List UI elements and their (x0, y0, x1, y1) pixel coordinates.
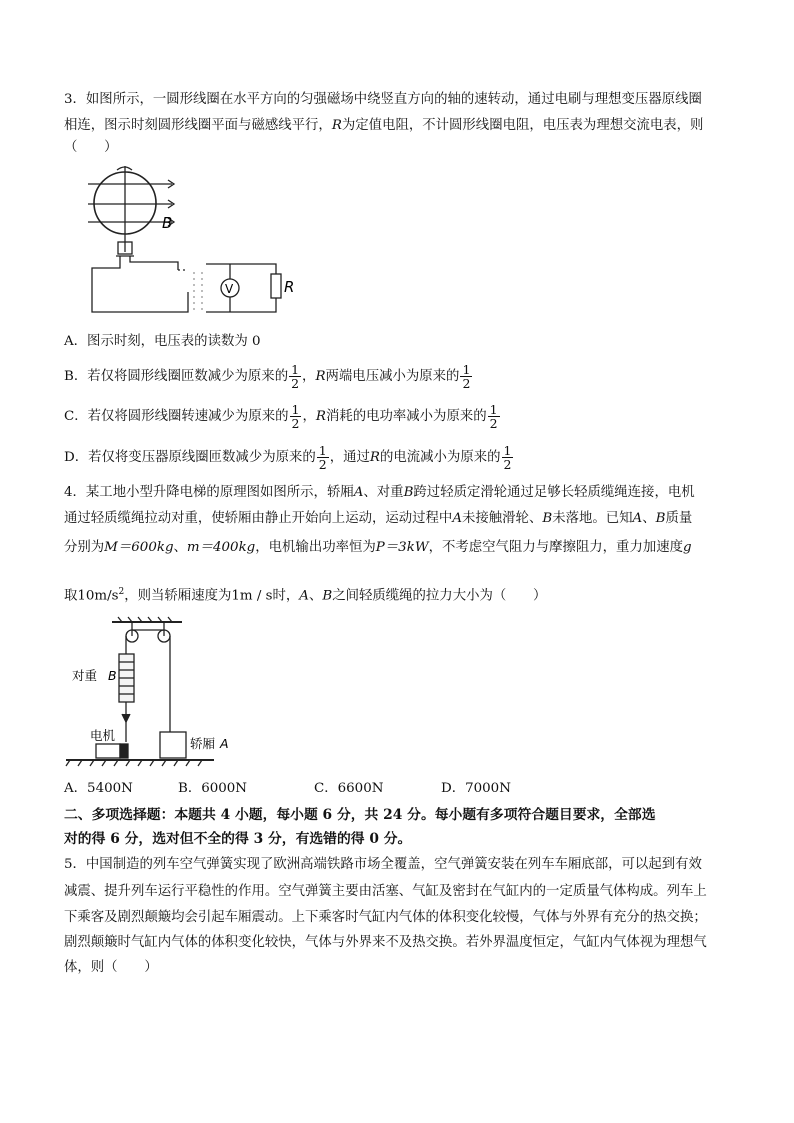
q3-option-d: D．若仅将变压器原线圈匝数减少为原来的 $\frac{1}{2}$ ，通过R的电流减小为原来的 $\frac{1}{2}$ (64, 443, 512, 472)
q4-option-a: A．5400N (64, 781, 133, 796)
q3-fig-label-b: B (162, 214, 173, 232)
q4-stem-line-3: 分别为M＝600kg、m＝400kg，电机输出功率恒为P＝3kW，不考虑空气阻力与摩擦阻力，重力加速度g (64, 540, 692, 555)
q4-stem-line-1: 4．某工地小型升降电梯的原理图如图所示，轿厢A、对重B跨过轻质定滑轮通过足够长轻质缆绳连接，电机 (64, 485, 695, 500)
q4-stem-line-4: 取$10m/s^2$，则当轿厢速度为1m / s时，A、B之间轻质缆绳的拉力大小为（ ） (64, 587, 547, 604)
q5-stem-line-2: 减震、提升列车运行平稳性的作用。空气弹簧主要由活塞、气缸及密封在气缸内的一定质量气体构成。列车上 (64, 884, 707, 899)
q4-option-d: D．7000N (441, 781, 511, 796)
q4-fig-label-motor: 电机 (90, 728, 116, 743)
fraction-half: $\frac{1}{2}$ (318, 443, 327, 472)
q4-elevator-figure (64, 614, 244, 774)
q4-fig-label-b: B (108, 668, 117, 683)
fraction-half: $\frac{1}{2}$ (503, 443, 512, 472)
q3-option-c: C．若仅将圆形线圈转速减少为原来的 $\frac{1}{2}$ ，R消耗的电功率减小为原来的 $\frac{1}{2}$ (64, 402, 498, 431)
q5-stem-line-4: 剧烈颠簸时气缸内气体的体积变化较快，气体与外界来不及热交换。若外界温度恒定，气缸内气体视为理想气 (64, 935, 707, 950)
section-2-heading-line-1: 二、多项选择题：本题共 4 小题，每小题 6 分，共 24 分。每小题有多项符合题目要求，全部选 (64, 807, 656, 823)
q5-stem-line-5: 体，则（ ） (64, 960, 158, 975)
q4-fig-label-a: A (220, 736, 229, 751)
q3-fig-label-voltmeter: V (225, 282, 234, 296)
q3-stem-line-1: 3．如图所示，一圆形线圈在水平方向的匀强磁场中绕竖直方向的轴的速转动，通过电刷与理想变压器原线圈 (64, 92, 702, 107)
fraction-half: $\frac{1}{2}$ (291, 362, 300, 391)
q4-option-c: C．6600N (314, 781, 384, 796)
q3-stem-line-3: （ ） (64, 140, 118, 155)
q4-options (64, 779, 511, 799)
q3-stem-line-2: 相连，图示时刻圆形线圈平面与磁感线平行，R为定值电阻，不计圆形线圈电阻，电压表为理想交流电表，则 (64, 118, 704, 133)
q4-option-b: B．6000N (178, 781, 248, 796)
q4-fig-label-car: 轿厢 (190, 736, 216, 751)
q3-option-b: B．若仅将圆形线圈匝数减少为原来的 $\frac{1}{2}$ ，R两端电压减小为原来的 $\frac{1}{2}$ (64, 362, 471, 391)
q4-stem-line-2: 通过轻质缆绳拉动对重，使轿厢由静止开始向上运动，运动过程中A未接触滑轮、B未落地。已知A、B质量 (64, 511, 693, 526)
q5-stem-line-3: 下乘客及剧烈颠簸均会引起车厢震动。上下乘客时气缸内气体的体积变化较慢，气体与外界有充分的热交换； (64, 910, 707, 925)
section-2-heading-line-2: 对的得 6 分，选对但不全的得 3 分，有选错的得 0 分。 (64, 831, 412, 847)
fraction-half: $\frac{1}{2}$ (462, 362, 471, 391)
q4-fig-label-counterweight: 对重 (72, 668, 98, 683)
q3-generator-figure (86, 164, 306, 322)
q3-option-a: A．图示时刻，电压表的读数为 0 (64, 334, 261, 349)
q3-fig-label-r: R (284, 278, 295, 296)
fraction-half: $\frac{1}{2}$ (291, 402, 300, 431)
q5-stem-line-1: 5．中国制造的列车空气弹簧实现了欧洲高端铁路市场全覆盖，空气弹簧安装在列车车厢底部，可以起到有效 (64, 857, 702, 872)
fraction-half: $\frac{1}{2}$ (489, 402, 498, 431)
